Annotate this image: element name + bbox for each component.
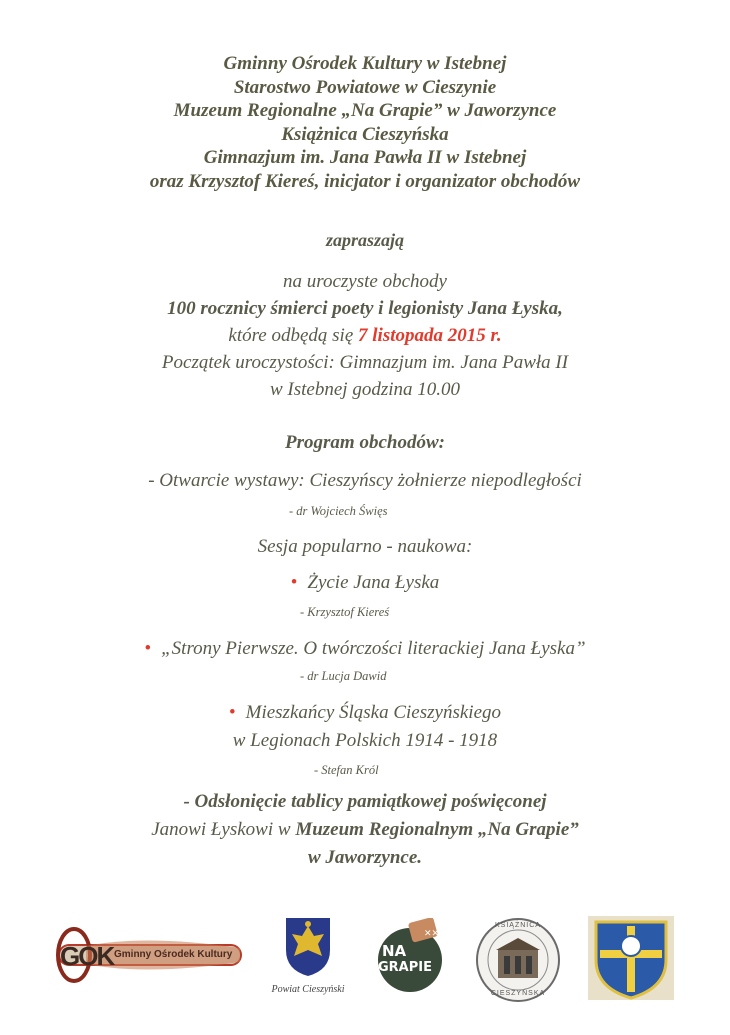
bullet-icon: • (290, 572, 298, 593)
svg-text:✕✕: ✕✕ (424, 929, 440, 939)
program-talk2-author: - dr Lucja Dawid (300, 669, 387, 683)
organizers-block (0, 52, 730, 193)
organizer-line: Starostwo Powiatowe w Cieszynie (233, 76, 497, 98)
sponsor-logos (0, 912, 730, 1002)
invite-word: zapraszają (325, 230, 405, 250)
powiat-logo (258, 914, 358, 1000)
program-closing-line1: - Odsłonięcie tablicy pamiątkowej poświęconej (183, 791, 547, 812)
event-time-line: w Istebnej godzina 10.00 (270, 379, 460, 400)
ksiaznica-top-text: KSIĄŻNICA (495, 922, 541, 929)
event-block (0, 268, 730, 403)
bullet-icon: • (144, 638, 152, 659)
organizer-line: oraz Krzysztof Kiereś, inicjator i organizator obchodów (149, 170, 581, 192)
program-talk3: • Mieszkańcy Śląska Cieszyńskiego (228, 702, 502, 723)
nagrapie-line2: GRAPIE (378, 960, 432, 975)
program-closing-line2: Janowi Łyskowi w Muzeum Regionalnym „Na Grapie” (151, 819, 579, 840)
event-title: 100 rocznicy śmierci poety i legionisty Jana Łyska, (167, 298, 563, 319)
organizer-line: Muzeum Regionalne „Na Grapie” w Jaworzynce (173, 100, 557, 121)
organizer-line: Książnica Cieszyńska (281, 123, 449, 145)
program-exhibition-author: - dr Wojciech Święs (289, 504, 388, 518)
ksiaznica-logo (474, 916, 562, 1004)
event-line: na uroczyste obchody (283, 271, 447, 292)
program-talk3-author: - Stefan Król (314, 763, 379, 777)
program-talk1: • Życie Jana Łyska (290, 572, 440, 593)
gok-letters: GOK (60, 941, 114, 971)
ksiaznica-bottom-text: CIESZYŃSKA (490, 990, 546, 997)
program-talk2: • „Strony Pierwsze. O twórczości literackiej Jana Łyska” (144, 638, 586, 659)
program-talk1-author: - Krzysztof Kiereś (300, 605, 390, 619)
organizer-line: Gminny Ośrodek Kultury w Istebnej (223, 53, 507, 74)
program-session: Sesja popularno - naukowa: (257, 536, 473, 557)
nagrapie-line1: NA (382, 942, 407, 960)
gimnazjum-crest (588, 916, 674, 1000)
organizer-line: Gimnazjum im. Jana Pawła II w Istebnej (203, 147, 527, 168)
bullet-icon: • (228, 702, 236, 723)
event-start-line: Początek uroczystości: Gimnazjum im. Jana Pawła II (161, 352, 569, 373)
event-date-line: które odbędą się 7 listopada 2015 r. (228, 325, 502, 346)
program-closing-line3: w Jaworzynce. (308, 847, 422, 868)
event-date: 7 listopada 2015 r. (358, 325, 502, 346)
gok-text: Gminny Ośrodek Kultury (114, 949, 233, 960)
gok-logo (56, 926, 244, 984)
program-talk3-line2: w Legionach Polskich 1914 - 1918 (232, 730, 498, 751)
program-title: Program obchodów: (285, 432, 445, 453)
powiat-text: Powiat Cieszyński (271, 984, 345, 995)
nagrapie-logo (372, 918, 450, 996)
program-exhibition: - Otwarcie wystawy: Cieszyńscy żołnierze niepodległości (148, 470, 582, 491)
